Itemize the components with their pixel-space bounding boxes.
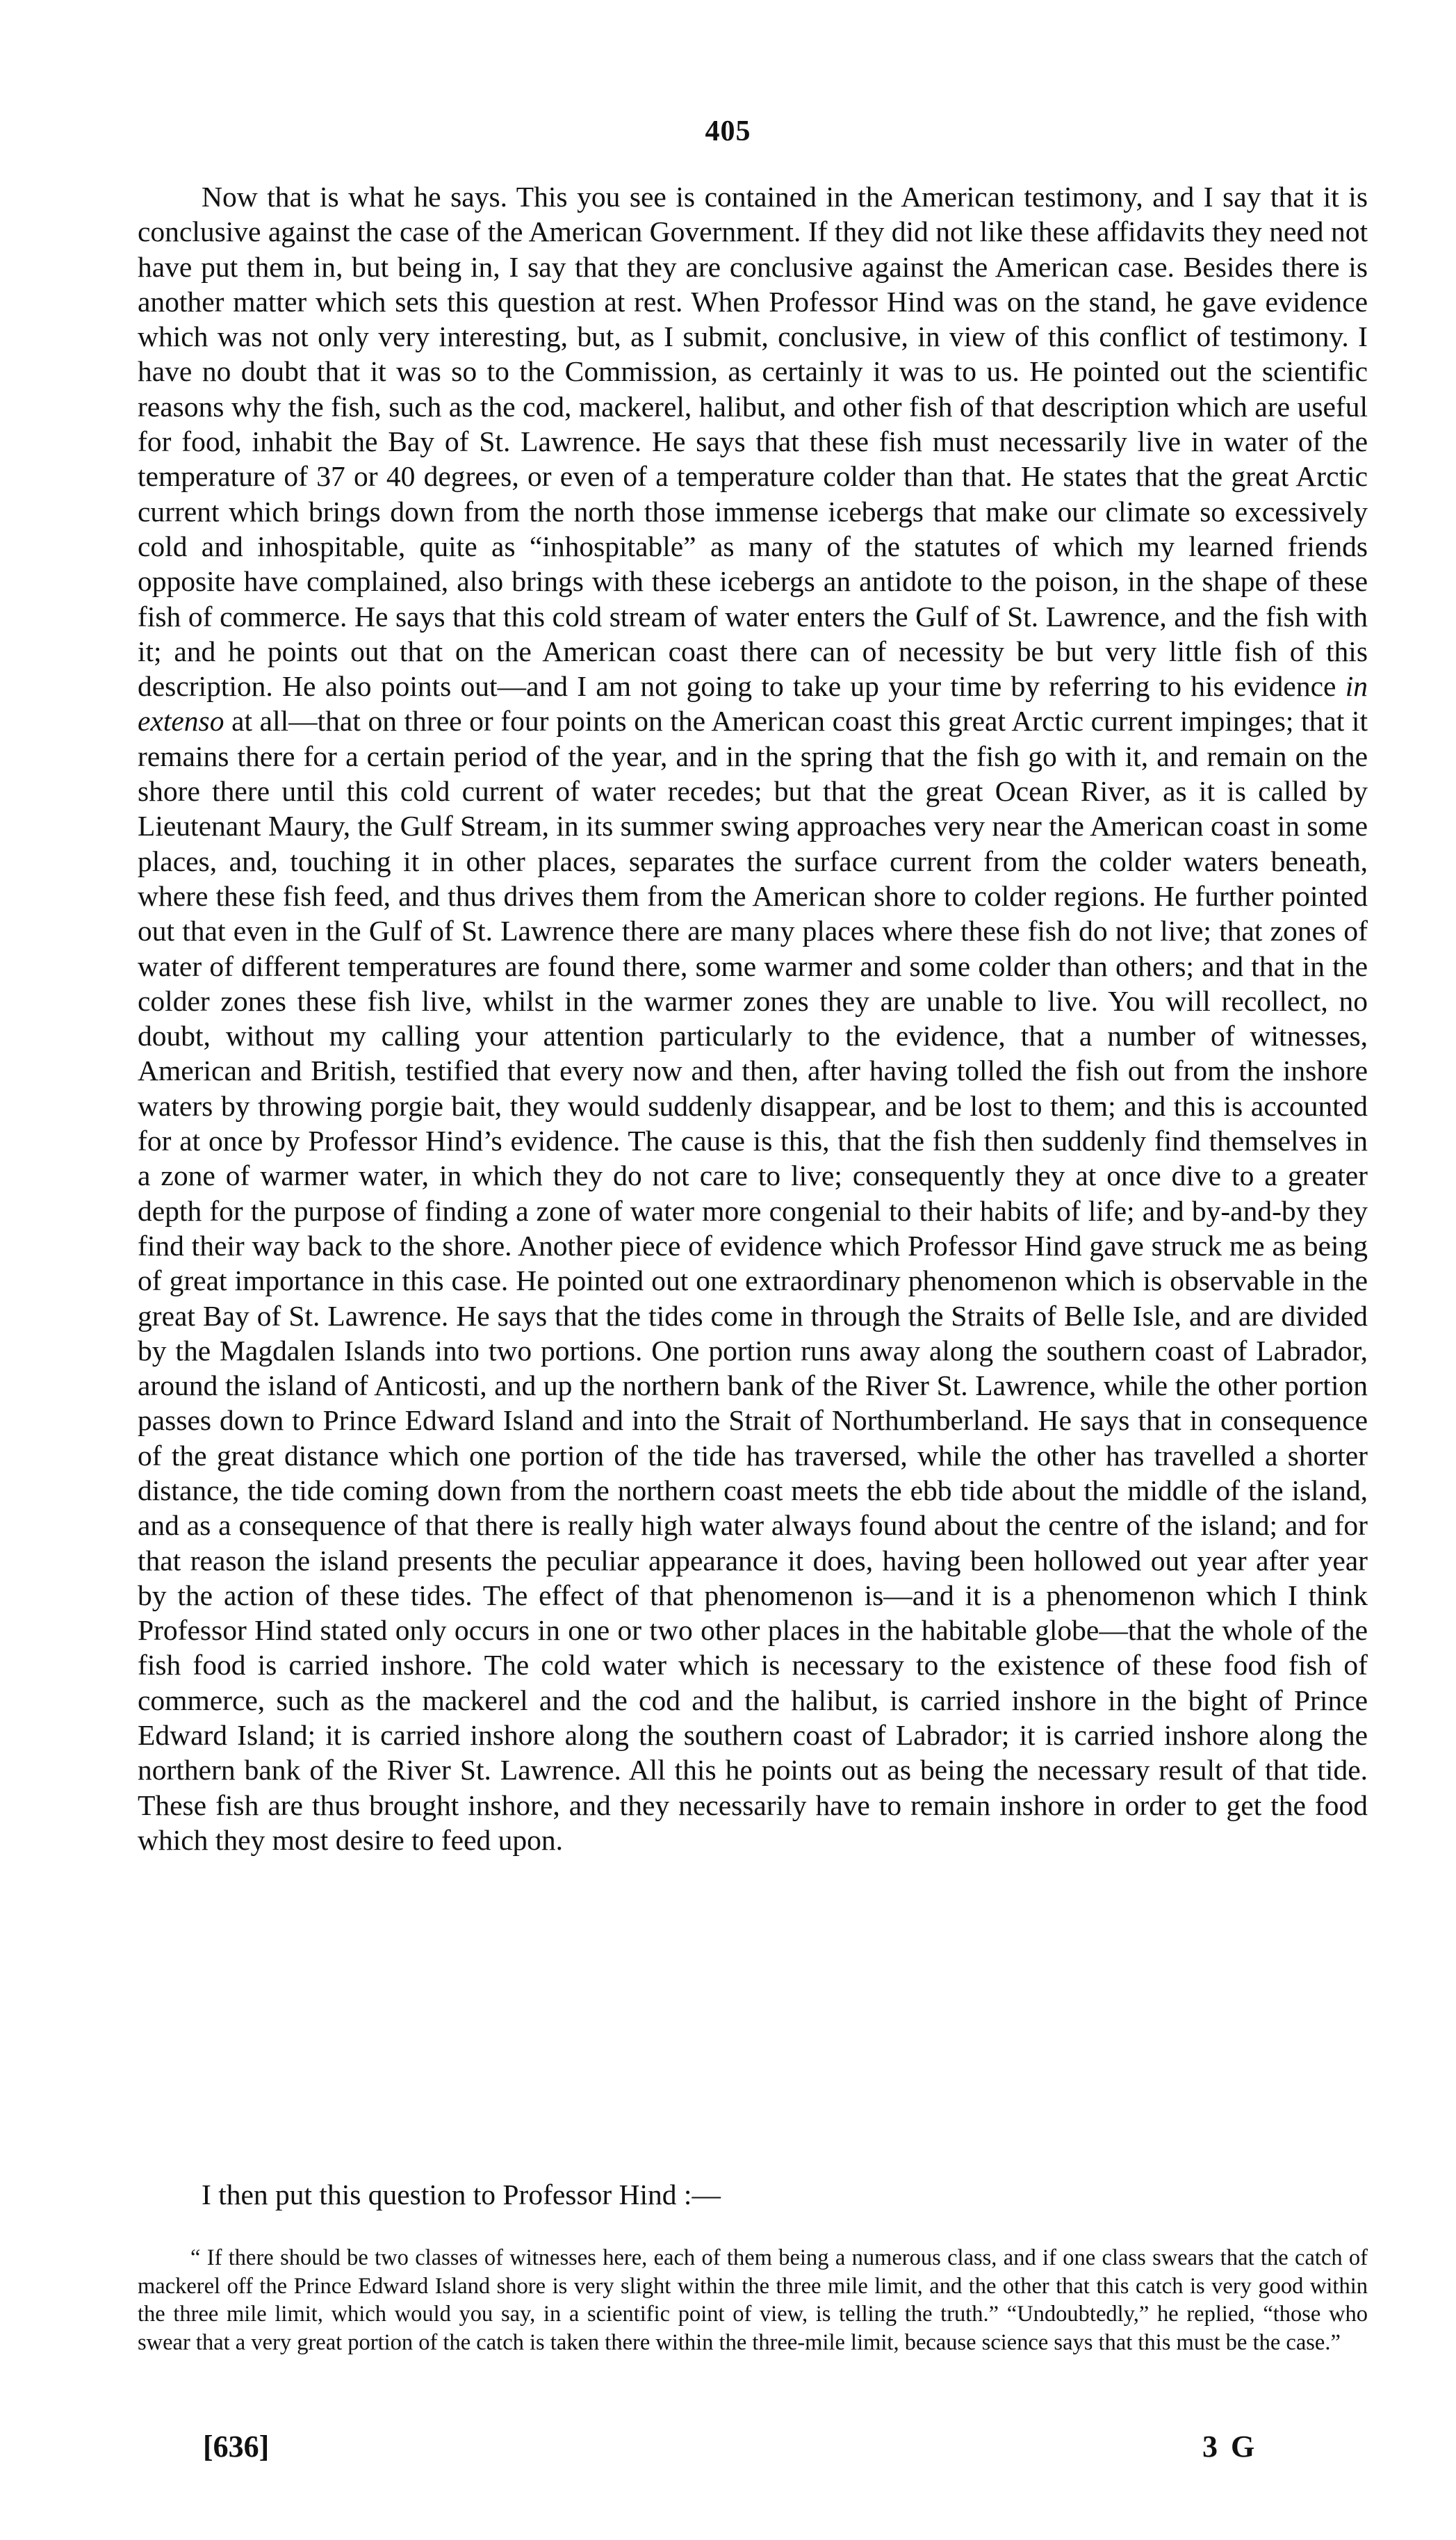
footer-sheet-number: [636] (203, 2429, 270, 2464)
body-text (138, 179, 1368, 1857)
footer-signature-mark: 3 G (1202, 2429, 1258, 2464)
in-extenso-italic: in extenso (138, 670, 1368, 738)
quote-paragraph: “ If there should be two classes of witnesses here, each of them being a numerous class, and if one class swears that the catch of mackerel off the Prince Edward Island shore is very slight within the three mile limit, and the other that this catch is very good within the three mile limit, which would you say, in a scientific point of view, is telling the truth.” “Undoubtedly,” he replied, “those who swear that a very great portion of the catch is taken there within the three-mile limit, because science says that this must be the case.” (138, 2245, 1368, 2355)
question-intro: I then put this question to Professor Hind :— (202, 2179, 721, 2211)
main-paragraph (138, 179, 1368, 1857)
quoted-testimony (138, 2244, 1368, 2356)
paragraph-part-1: Now that is what he says. This you see is contained in the American testimony, and I say that it is conclusive against the case of the American Government. If they did not like these affidavits they need not have put them in, but being in, I say that they are conclusive against the American case. Besides there is another matter which sets this question at rest. When Professor Hind was on the stand, he gave evidence which was not only very interesting, but, as I submit, conclusive, in view of this conflict of testimony. I have no doubt that it was so to the Commission, as certainly it was to us. He pointed out the scientific reasons why the fish, such as the cod, mackerel, halibut, and other fish of that description which are useful for food, inhabit the Bay of St. Lawrence. He says that these fish must necessarily live in water of the temperature of 37 or 40 degrees, or even of a temperature colder than that. He states that the great Arctic current which brings down from the north those immense icebergs that make our climate so excessively cold and inhospitable, quite as “inhospitable” as many of the statutes of which my learned friends opposite have complained, also brings with these icebergs an antidote to the poison, in the shape of these fish of commerce. He says that this cold stream of water enters the Gulf of St. Lawrence, and the fish with it; and he points out that on the American coast there can of necessity be but very little fish of this description. He also points out—and I am not going to take up your time by referring to his evidence (138, 181, 1368, 703)
paragraph-part-2: at all—that on three or four points on the American coast this great Arctic current impinges; that it remains there for a certain period of the year, and in the spring that the fish go with it, and remain on the shore there until this cold current of water recedes; but that the great Ocean River, as it is called by Lieutenant Maury, the Gulf Stream, in its summer swing approaches very near the American coast in some places, and, touching it in other places, separates the surface current from the colder waters beneath, where these fish feed, and thus drives them from the American shore to colder regions. He further pointed out that even in the Gulf of St. Lawrence there are many places where these fish do not live; that zones of water of different temperatures are found there, some warmer and some colder than others; and that in the colder zones these fish live, whilst in the warmer zones they are unable to live. You will recollect, no doubt, without my calling your attention particularly to the evidence, that a number of witnesses, American and British, testified that every now and then, after having tolled the fish out from the inshore waters by throwing porgie bait, they would suddenly disappear, and be lost to them; and this is accounted for at once by Professor Hind’s evidence. The cause is this, that the fish then suddenly find themselves in a zone of warmer water, in which they do not care to live; consequently they at once dive to a greater depth for the purpose of finding a zone of water more congenial to their habits of life; and by-and-by they find their way back to the shore. Another piece of evidence which Professor Hind gave struck me as being of great importance in this case. He pointed out one extraordinary phenomenon which is observable in the great Bay of St. Lawrence. He says that the tides come in through the Straits of Belle Isle, and are divided by the Magdalen Islands into two portions. One portion runs away along the southern coast of Labrador, around the island of Anticosti, and up the northern bank of the River St. Lawrence, while the other portion passes down to Prince Edward Island and into the Strait of Northumberland. He says that in consequence of the great distance which one portion of the tide has traversed, while the other has travelled a shorter distance, the tide coming down from the northern coast meets the ebb tide about the middle of the island, and as a consequence of that there is really high water always found about the centre of the island; and for that reason the island presents the peculiar appearance it does, having been hollowed out year after year by the action of these tides. The effect of that phenomenon is—and it is a phenomenon which I think Professor Hind stated only occurs in one or two other places in the habitable globe—that the whole of the fish food is carried inshore. The cold water which is necessary to the existence of these food fish of commerce, such as the mackerel and the cod and the halibut, is carried inshore in the bight of Prince Edward Island; it is carried inshore along the southern coast of Labrador; it is carried inshore along the northern bank of the River St. Lawrence. All this he points out as being the necessary result of that tide. These fish are thus brought inshore, and they necessarily have to remain inshore in order to get the food which they most desire to feed upon. (138, 705, 1368, 1856)
page-number: 405 (705, 115, 751, 147)
